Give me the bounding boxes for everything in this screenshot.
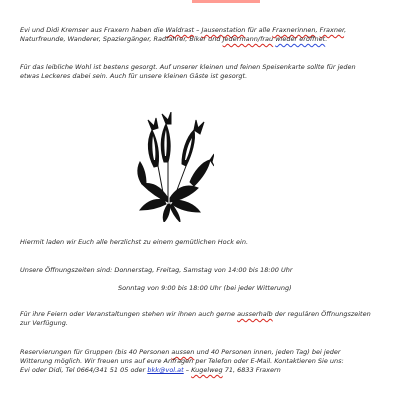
intro-text: . (325, 35, 328, 43)
food-paragraph (20, 63, 382, 81)
reservations-line-3 (20, 366, 382, 375)
food-line-1: Für das leibliche Wohl ist bestens gesorgt. Auf unserer kleinen und feinen Speisenkarte sollte für jeden (20, 63, 356, 71)
food-line-2: etwas Leckeres dabei sein. Auch für unsere kleinen Gäste ist gesorgt. (20, 72, 248, 80)
contact-text: – (183, 366, 192, 374)
word-aussen: aussen (171, 348, 195, 356)
word-fraxner: Fraxner (319, 26, 345, 34)
gentian-flower-icon (124, 112, 214, 222)
events-text: Für ihre Feiern oder Veranstaltungen stehen wir ihnen auch gerne (20, 310, 238, 318)
hours-paragraph (20, 266, 382, 275)
hours-line-sunday: Sonntag von 9:00 bis 18:00 Uhr (bei jeder Witterung) (118, 284, 292, 292)
contact-text: 71, 6833 Fraxern (222, 366, 281, 374)
reservations-text: und 40 Personen innen, jeden Tag) bei jeder (194, 348, 341, 356)
word-jedermann: Jedermann/frau (222, 35, 274, 43)
contact-text: Evi oder Didi, Tel 0664/341 51 05 oder (20, 366, 148, 374)
reservations-paragraph (20, 348, 382, 375)
flower-illustration (124, 112, 214, 222)
intro-line-2 (20, 35, 382, 44)
events-paragraph (20, 310, 382, 328)
word-jausenstation: Jausenstation (201, 26, 246, 34)
events-line-1 (20, 310, 382, 319)
intro-text: , (344, 26, 347, 34)
invite-paragraph (20, 238, 382, 247)
intro-paragraph (20, 26, 382, 44)
phrase-wieder-eroeffnet: wieder eröffnet (275, 35, 326, 43)
reservations-line-1 (20, 348, 382, 357)
word-ausserhalb: ausserhalb (237, 310, 273, 318)
intro-text: Evi und Didi Kremser aus Fraxern haben die (20, 26, 166, 34)
events-line-2: zur Verfügung. (20, 319, 68, 327)
reservations-text: Reservierungen für Gruppen (bis 40 Personen (20, 348, 172, 356)
email-link[interactable]: bkk@vol.at (147, 366, 184, 374)
intro-text: – (194, 26, 202, 34)
highlight-strip (192, 0, 260, 3)
intro-text: für alle (245, 26, 273, 34)
intro-text: , (315, 26, 320, 34)
events-text: der regulären Öffnungszeiten (272, 310, 371, 318)
word-waldrast: Waldrast (165, 26, 195, 34)
invite-text: Hiermit laden wir Euch alle herzlichst zu einem gemütlichen Hock ein. (20, 238, 249, 246)
reservations-line-2: Witterung möglich. Wir freuen uns auf eure Anfragen per Telefon oder E-Mail. Kontaktieren Sie uns: (20, 357, 344, 365)
intro-line-1 (20, 26, 382, 35)
hours-line-weekdays: Unsere Öffnungszeiten sind: Donnerstag, Freitag, Samstag von 14:00 bis 18:00 Uhr (20, 266, 293, 274)
word-fraxnerinnen: Fraxnerinnen (272, 26, 316, 34)
word-kugelweg: Kugelweg (191, 366, 223, 374)
intro-text: Naturfreunde, Wanderer, Spaziergänger, Radfahrer, Biker und (20, 35, 223, 43)
